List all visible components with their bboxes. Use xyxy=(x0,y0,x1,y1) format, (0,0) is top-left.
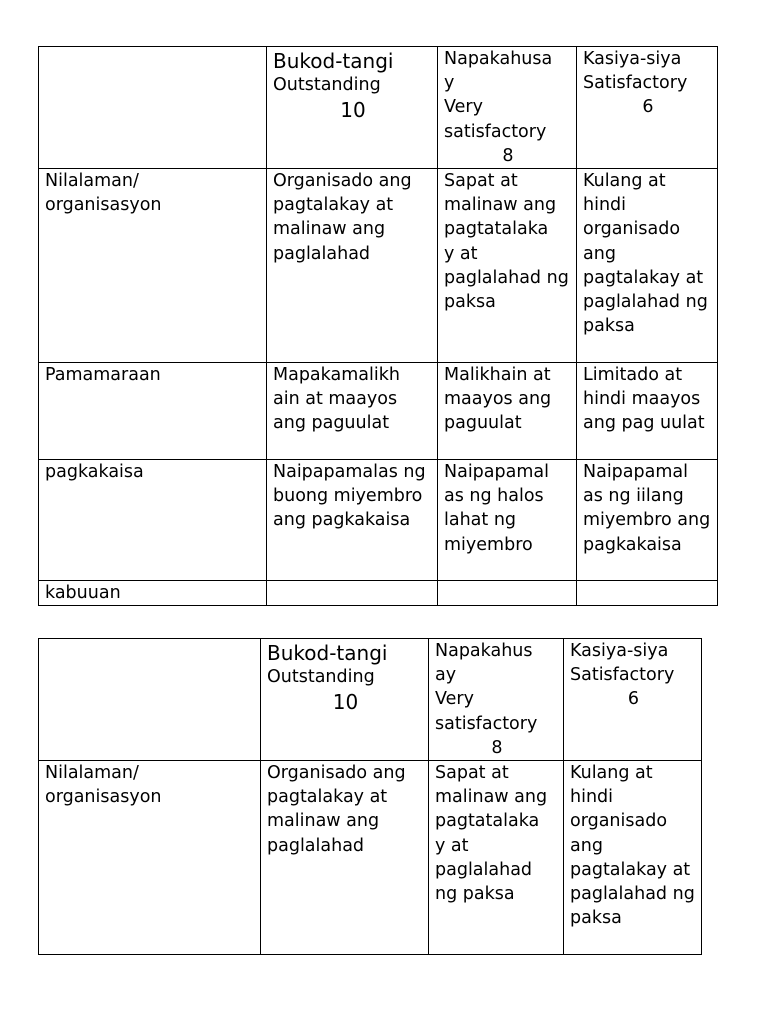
rubric-cell: Naipapamal as ng halos lahat ng miyembro xyxy=(438,460,577,581)
header-subtitle: Satisfactory xyxy=(570,665,675,686)
criterion-cell: kabuuan xyxy=(39,581,267,606)
header-title: Napakahus ay xyxy=(435,641,533,686)
criterion-cell: Nilalaman/ organisasyon xyxy=(39,761,261,955)
header-row xyxy=(39,47,718,169)
rubric-cell: Organisado ang pagtalakay at malinaw ang paglalahad xyxy=(261,761,429,955)
header-cell-outstanding xyxy=(267,47,438,169)
header-points: 6 xyxy=(642,97,654,118)
header-points: 10 xyxy=(340,98,366,123)
rubric-cell: Mapakamalikh ain at maayos ang paguulat xyxy=(267,363,438,460)
table-row xyxy=(39,761,702,955)
rubric-cell xyxy=(267,581,438,606)
table-row xyxy=(39,363,718,460)
header-title: Napakahusa y xyxy=(444,49,553,94)
rubric-cell: Kulang at hindi organisado ang pagtalakay at paglalahad ng paksa xyxy=(564,761,702,955)
header-subtitle: Very satisfactory xyxy=(444,97,547,142)
header-cell-satisfactory xyxy=(577,47,718,169)
header-points: 8 xyxy=(502,145,514,166)
header-cell-satisfactory xyxy=(564,639,702,761)
criterion-cell: Pamamaraan xyxy=(39,363,267,460)
corner-cell xyxy=(39,639,261,761)
header-title: Bukod-tangi xyxy=(273,49,394,73)
rubric-cell: Sapat at malinaw ang pagtatalaka y at paglalahad ng paksa xyxy=(429,761,564,955)
rubric-table-2 xyxy=(38,638,702,955)
header-points: 8 xyxy=(491,737,503,758)
rubric-cell: Kulang at hindi organisado ang pagtalakay at paglalahad ng paksa xyxy=(577,169,718,363)
header-cell-very-satisfactory xyxy=(429,639,564,761)
header-subtitle: Outstanding xyxy=(267,667,375,687)
rubric-cell: Naipapamalas ng buong miyembro ang pagkakaisa xyxy=(267,460,438,581)
rubric-cell: Organisado ang pagtalakay at malinaw ang paglalahad xyxy=(267,169,438,363)
header-cell-outstanding xyxy=(261,639,429,761)
rubric-cell: Naipapamal as ng iilang miyembro ang pagkakaisa xyxy=(577,460,718,581)
header-points: 10 xyxy=(332,690,359,715)
header-title: Kasiya-siya xyxy=(570,641,669,661)
corner-cell xyxy=(39,47,267,169)
rubric-cell xyxy=(438,581,577,606)
table-row xyxy=(39,169,718,363)
criterion-cell: pagkakaisa xyxy=(39,460,267,581)
header-title: Bukod-tangi xyxy=(267,641,388,665)
rubric-cell xyxy=(577,581,718,606)
rubric-cell: Limitado at hindi maayos ang pag uulat xyxy=(577,363,718,460)
header-subtitle: Satisfactory xyxy=(583,73,688,94)
rubric-cell: Sapat at malinaw ang pagtatalaka y at paglalahad ng paksa xyxy=(438,169,577,363)
header-cell-very-satisfactory xyxy=(438,47,577,169)
header-subtitle: Very satisfactory xyxy=(435,689,538,734)
table-row xyxy=(39,460,718,581)
header-row xyxy=(39,639,702,761)
header-points: 6 xyxy=(627,689,640,710)
table-row xyxy=(39,581,718,606)
header-subtitle: Outstanding xyxy=(273,75,381,95)
rubric-table-1 xyxy=(38,46,718,606)
criterion-cell: Nilalaman/ organisasyon xyxy=(39,169,267,363)
rubric-cell: Malikhain at maayos ang paguulat xyxy=(438,363,577,460)
header-title: Kasiya-siya xyxy=(583,49,682,69)
